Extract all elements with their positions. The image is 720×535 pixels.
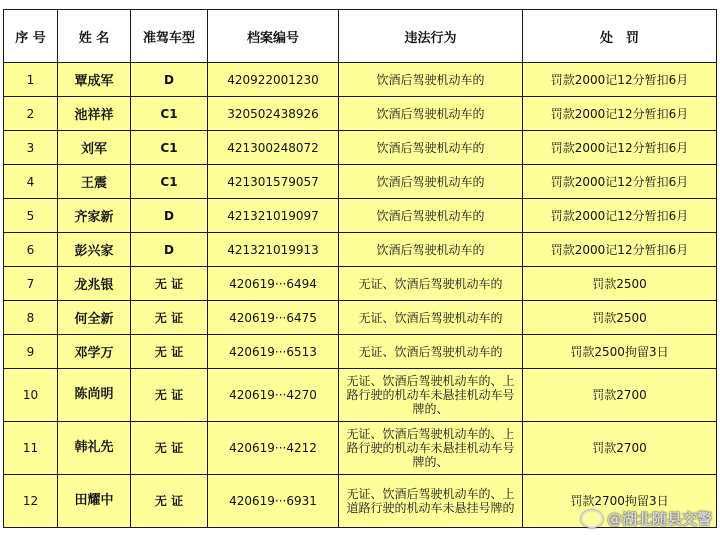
cell-file-number: 420619···4270 [208,369,339,422]
watermark-text: @湖北随县交警 [606,510,712,528]
cell-name: 齐家新 [58,199,131,233]
cell-seq: 12 [4,475,58,528]
cell-file-number: 420619···6475 [208,301,339,335]
cell-file-number: 420619···6931 [208,475,339,528]
cell-file-number: 320502438926 [208,97,339,131]
cell-violation: 饮酒后驾驶机动车的 [339,63,523,97]
cell-license-type: C1 [131,97,208,131]
cell-file-number: 420619···4212 [208,422,339,475]
cell-name: 王震 [58,165,131,199]
header-seq: 序 号 [4,10,58,63]
cell-license-type: 无 证 [131,267,208,301]
cell-violation: 饮酒后驾驶机动车的 [339,131,523,165]
cell-violation: 无证、饮酒后驾驶机动车的、上道路行驶的机动车未悬挂号牌的 [339,475,523,528]
table-row [4,301,717,335]
cell-violation: 饮酒后驾驶机动车的 [339,199,523,233]
cell-seq: 6 [4,233,58,267]
cell-file-number: 420922001230 [208,63,339,97]
cell-penalty: 罚款2000记12分暂扣6月 [523,97,717,131]
cell-name: 陈尚明 [58,369,131,422]
cell-penalty: 罚款2500拘留3日 [523,335,717,369]
cell-seq: 7 [4,267,58,301]
cell-name: 池祥祥 [58,97,131,131]
cell-license-type: D [131,233,208,267]
cell-file-number: 420619···6494 [208,267,339,301]
cell-violation: 无证、饮酒后驾驶机动车的 [339,335,523,369]
table-row [4,63,717,97]
header-penalty: 处 罚 [523,10,717,63]
cell-seq: 5 [4,199,58,233]
weibo-icon [581,510,603,528]
cell-name: 韩礼先 [58,422,131,475]
cell-file-number: 421321019913 [208,233,339,267]
table-row [4,369,717,422]
cell-penalty: 罚款2000记12分暂扣6月 [523,165,717,199]
cell-license-type: D [131,199,208,233]
cell-name: 龙兆银 [58,267,131,301]
cell-license-type: C1 [131,165,208,199]
cell-license-type: 无 证 [131,369,208,422]
header-file-number: 档案编号 [208,10,339,63]
cell-penalty: 罚款2500 [523,301,717,335]
table-row [4,267,717,301]
cell-penalty: 罚款2700 [523,369,717,422]
penalty-table [3,9,717,528]
weibo-watermark [581,508,712,529]
cell-penalty: 罚款2000记12分暂扣6月 [523,233,717,267]
cell-file-number: 420619···6513 [208,335,339,369]
cell-penalty: 罚款2700 [523,422,717,475]
header-name: 姓 名 [58,10,131,63]
cell-seq: 1 [4,63,58,97]
table-row [4,165,717,199]
cell-violation: 饮酒后驾驶机动车的 [339,233,523,267]
cell-violation: 无证、饮酒后驾驶机动车的 [339,301,523,335]
cell-license-type: 无 证 [131,301,208,335]
cell-license-type: 无 证 [131,335,208,369]
table-header-row [4,10,717,63]
cell-name: 刘军 [58,131,131,165]
cell-penalty: 罚款2000记12分暂扣6月 [523,131,717,165]
cell-violation: 饮酒后驾驶机动车的 [339,97,523,131]
cell-name: 田耀中 [58,475,131,528]
table-row [4,199,717,233]
cell-file-number: 421321019097 [208,199,339,233]
cell-seq: 10 [4,369,58,422]
header-violation: 违法行为 [339,10,523,63]
cell-seq: 8 [4,301,58,335]
cell-violation: 无证、饮酒后驾驶机动车的、上路行驶的机动车未悬挂机动车号牌的、 [339,369,523,422]
cell-penalty: 罚款2700拘留3日 [523,475,717,528]
cell-name: 邓学万 [58,335,131,369]
table-row [4,335,717,369]
cell-violation: 饮酒后驾驶机动车的 [339,165,523,199]
cell-name: 何全新 [58,301,131,335]
cell-penalty: 罚款2500 [523,267,717,301]
cell-violation: 无证、饮酒后驾驶机动车的 [339,267,523,301]
cell-name: 覃成军 [58,63,131,97]
cell-license-type: C1 [131,131,208,165]
cell-seq: 4 [4,165,58,199]
cell-license-type: D [131,63,208,97]
cell-seq: 3 [4,131,58,165]
cell-license-type: 无 证 [131,422,208,475]
cell-file-number: 421301579057 [208,165,339,199]
cell-penalty: 罚款2000记12分暂扣6月 [523,63,717,97]
table-row [4,97,717,131]
cell-penalty: 罚款2000记12分暂扣6月 [523,199,717,233]
table-row [4,422,717,475]
cell-name: 彭兴家 [58,233,131,267]
cell-violation: 无证、饮酒后驾驶机动车的、上路行驶的机动车未悬挂机动车号牌的、 [339,422,523,475]
cell-seq: 11 [4,422,58,475]
table-row [4,131,717,165]
cell-file-number: 421300248072 [208,131,339,165]
cell-seq: 9 [4,335,58,369]
cell-seq: 2 [4,97,58,131]
header-license-type: 准驾车型 [131,10,208,63]
cell-license-type: 无 证 [131,475,208,528]
table-row [4,233,717,267]
